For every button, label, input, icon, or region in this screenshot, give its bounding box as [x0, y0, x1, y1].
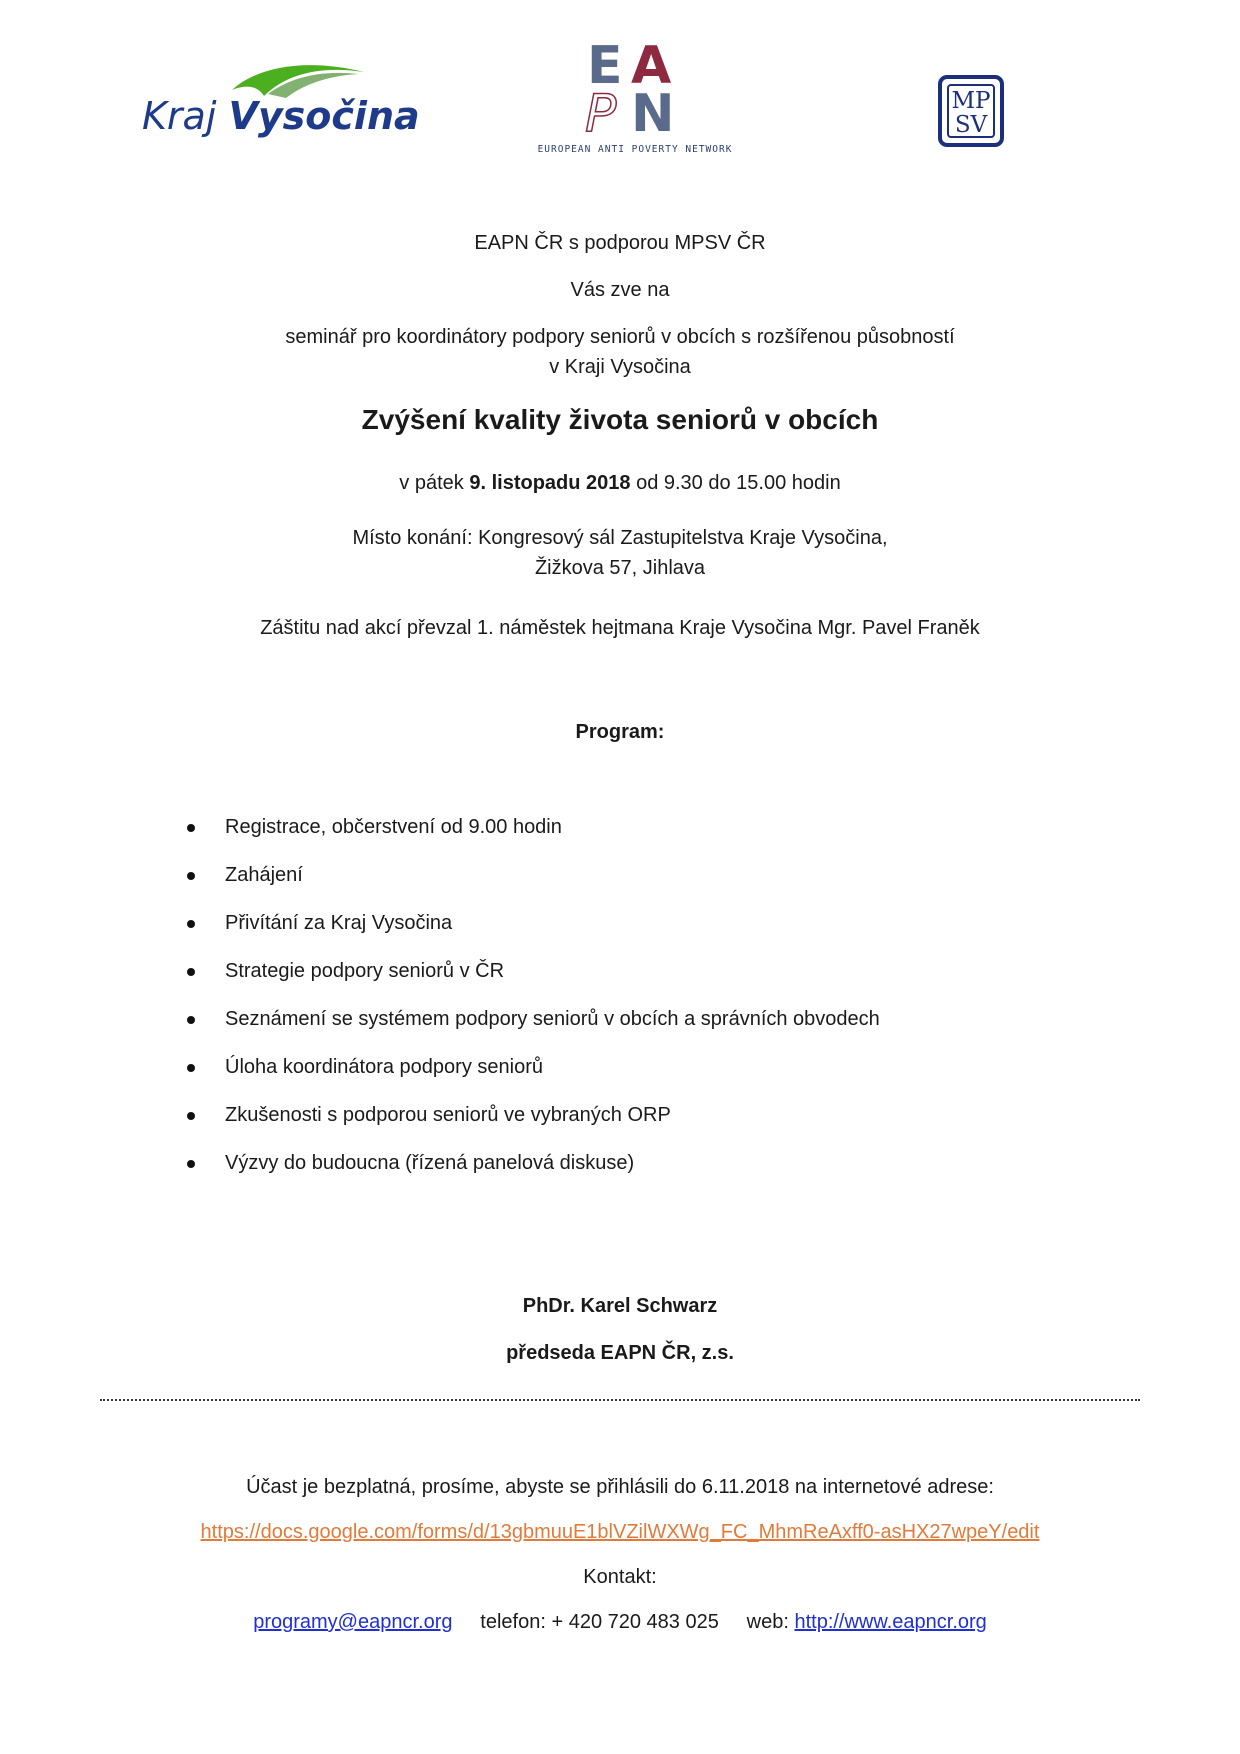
web-label: web:: [746, 1611, 795, 1633]
mpsv-logo-line2: SV: [954, 112, 988, 138]
email-link[interactable]: programy@eapncr.org: [253, 1611, 453, 1633]
eapn-letter-e: E: [587, 36, 623, 96]
event-title: Zvýšení kvality života seniorů v obcích: [361, 404, 879, 435]
program-item: Úloha koordinátora podpory seniorů: [185, 1052, 880, 1100]
dotted-divider: [100, 1399, 1140, 1401]
eapn-caption: EUROPEAN ANTI POVERTY NETWORK: [537, 144, 733, 155]
seminar-line-2: v Kraji Vysočina: [549, 356, 691, 378]
program-item: Seznámení se systémem podpory seniorů v obcích a správních obvodech: [185, 1004, 880, 1052]
program-item: Zahájení: [185, 860, 880, 908]
kraj-logo-text: Kraj Vysočina: [142, 94, 420, 138]
phone-text: telefon: + 420 720 483 025: [480, 1611, 719, 1633]
bullet-icon: [187, 824, 195, 832]
eapn-logo: [535, 36, 735, 160]
bullet-icon: [187, 1160, 195, 1168]
event-date: v pátek 9. listopadu 2018 od 9.30 do 15.00 hodin: [399, 472, 841, 494]
organizer-line: EAPN ČR s podporou MPSV ČR: [474, 232, 766, 254]
program-item: Přivítání za Kraj Vysočina: [185, 908, 880, 956]
program-item: Registrace, občerstvení od 9.00 hodin: [185, 812, 880, 860]
eapn-letter-n: N: [631, 84, 675, 144]
eapn-letters: [585, 36, 685, 144]
invites-line: Vás zve na: [570, 279, 670, 301]
web-link[interactable]: http://www.eapncr.org: [794, 1611, 987, 1633]
bullet-icon: [187, 872, 195, 880]
signature-name: PhDr. Karel Schwarz: [522, 1295, 718, 1317]
bullet-icon: [187, 1016, 195, 1024]
bullet-icon: [187, 1112, 195, 1120]
eapn-letter-a: A: [631, 36, 672, 96]
mpsv-logo-frame: [947, 84, 995, 138]
signature-role: předseda EAPN ČR, z.s.: [506, 1342, 734, 1364]
kraj-vysocina-logo: [138, 60, 420, 150]
bullet-icon: [187, 1064, 195, 1072]
contact-label: Kontakt:: [583, 1566, 657, 1588]
registration-link-row: [0, 1517, 1240, 1547]
eapn-letter-p: P: [585, 84, 617, 144]
program-item: Strategie podpory seniorů v ČR: [185, 956, 880, 1004]
program-heading: Program:: [575, 721, 665, 743]
program-item: Výzvy do budoucna (řízená panelová diskuse): [185, 1148, 880, 1196]
registration-link[interactable]: https://docs.google.com/forms/d/13gbmuuE1blVZilWXWg_FC_MhmReAxff0-asHX27wpeY/edit: [200, 1521, 1040, 1543]
bullet-icon: [187, 968, 195, 976]
contact-line: [0, 1607, 1240, 1637]
program-list: [185, 812, 880, 1196]
seminar-line-1: seminář pro koordinátory podpory seniorů v obcích s rozšířenou působností: [285, 326, 955, 348]
bullet-icon: [187, 920, 195, 928]
registration-text: Účast je bezplatná, prosíme, abyste se přihlásili do 6.11.2018 na internetové adrese:: [246, 1476, 994, 1498]
mpsv-logo: [938, 75, 1004, 147]
venue-line-2: Žižkova 57, Jihlava: [534, 557, 706, 579]
patronage-line: Záštitu nad akcí převzal 1. náměstek hejtmana Kraje Vysočina Mgr. Pavel Franěk: [260, 617, 980, 639]
venue-line-1: Místo konání: Kongresový sál Zastupitelstva Kraje Vysočina,: [352, 527, 888, 549]
mpsv-logo-line1: MP: [951, 88, 991, 114]
program-item: Zkušenosti s podporou seniorů ve vybraných ORP: [185, 1100, 880, 1148]
